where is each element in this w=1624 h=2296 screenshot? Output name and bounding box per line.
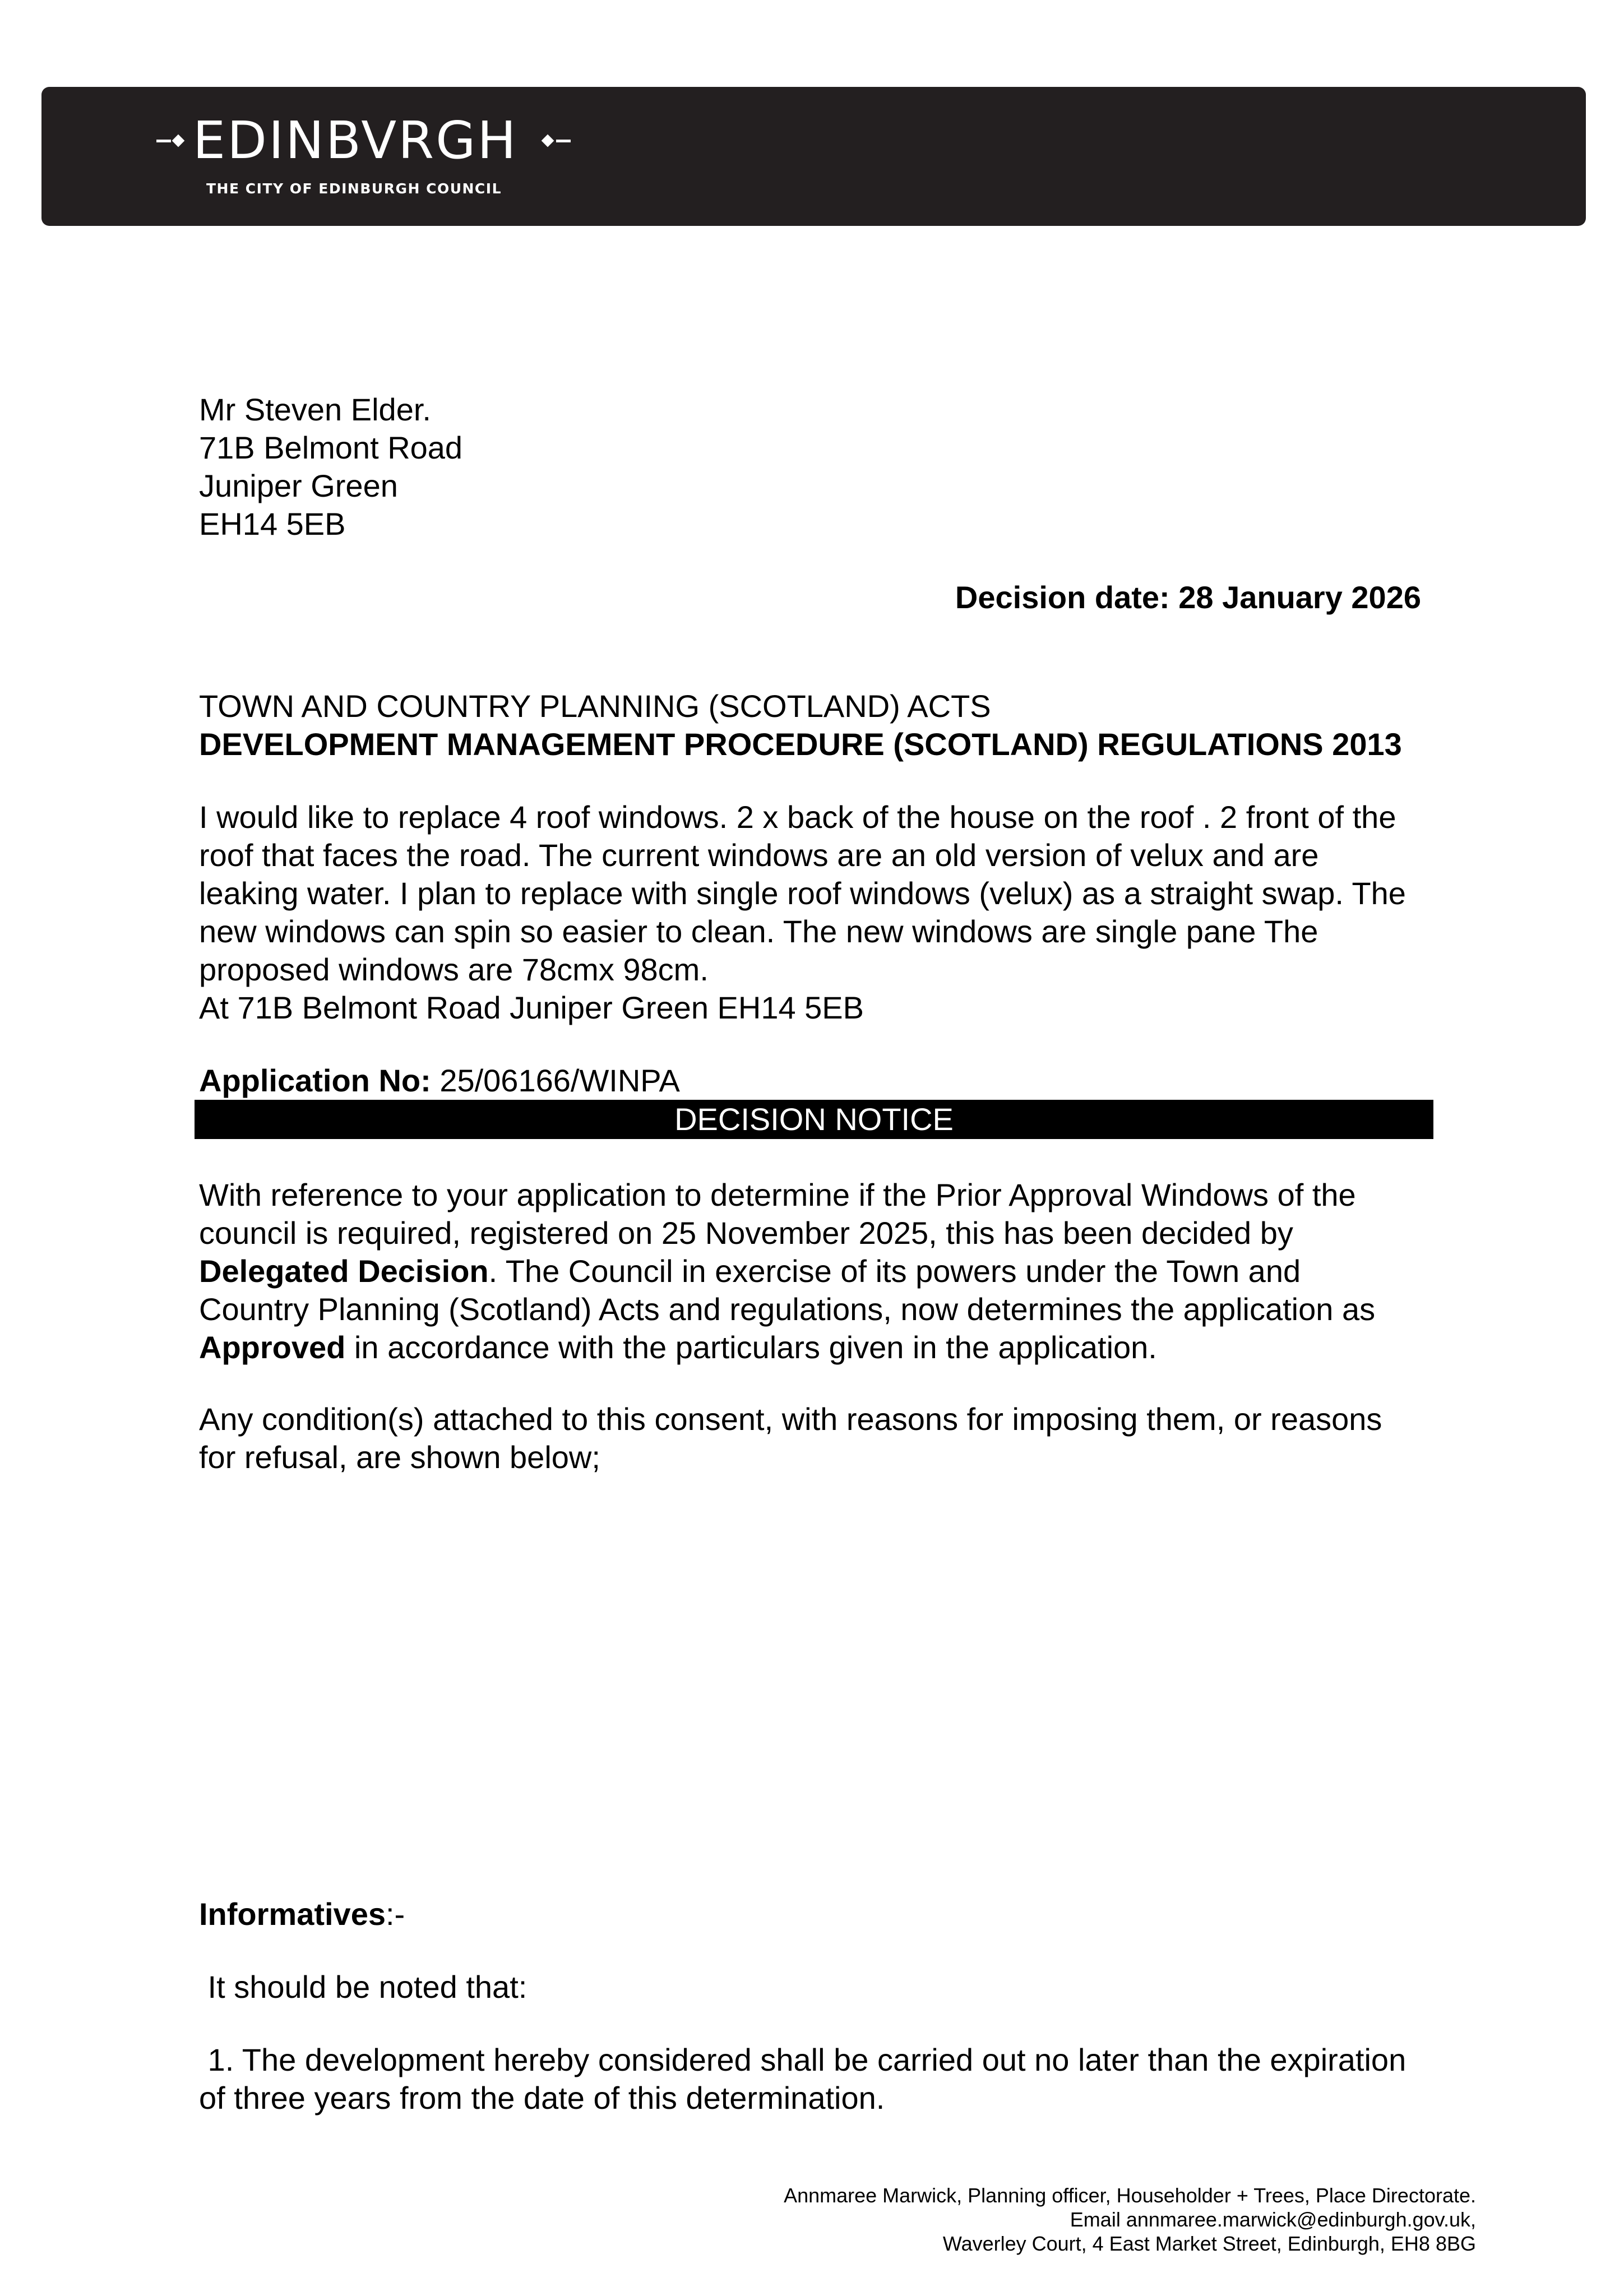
decision-line: in accordance with the particulars given in the application. [345, 1330, 1157, 1365]
application-number-value: 25/06166/WINPA [439, 1063, 680, 1098]
decision-line: . The Council in exercise of its powers under the Town and [488, 1253, 1301, 1289]
council-header-bar [41, 87, 1586, 226]
decision-notice-banner: DECISION NOTICE [195, 1100, 1433, 1139]
decision-type: Delegated Decision [199, 1253, 489, 1289]
proposal-line: I would like to replace 4 roof windows. 2 x back of the house on the roof . 2 front of the [199, 799, 1396, 835]
application-number-row [199, 1062, 1488, 1100]
proposal-line: proposed windows are 78cmx 98cm. [199, 952, 709, 987]
logo-right-diamond-icon [542, 135, 554, 147]
acts-heading: TOWN AND COUNTRY PLANNING (SCOTLAND) ACTS [199, 688, 991, 724]
decision-date: Decision date: 28 January 2026 [955, 580, 1421, 615]
logo-left-ornament [156, 140, 171, 142]
recipient-postcode: EH14 5EB [199, 506, 346, 541]
conditions-line: for refusal, are shown below; [199, 1439, 600, 1475]
decision-line: Country Planning (Scotland) Acts and regulations, now determines the application as [199, 1292, 1376, 1327]
recipient-street: 71B Belmont Road [199, 430, 463, 465]
legislation-headings [199, 687, 1488, 763]
council-logo-wordmark: EDINBVRGH [193, 110, 518, 170]
recipient-area: Juniper Green [199, 468, 398, 503]
regulations-heading: DEVELOPMENT MANAGEMENT PROCEDURE (SCOTLAND) REGULATIONS 2013 [199, 726, 1402, 762]
informative-item-1-continued: of three years from the date of this determination. [199, 2080, 885, 2116]
officer-contact-footer [784, 2183, 1476, 2256]
informatives-intro: It should be noted that: [199, 1969, 528, 2005]
council-logo-subtitle: THE CITY OF EDINBURGH COUNCIL [206, 180, 502, 197]
proposal-line: new windows can spin so easier to clean. The new windows are single pane The [199, 914, 1318, 949]
conditions-line: Any condition(s) attached to this consent, with reasons for imposing them, or reasons [199, 1401, 1382, 1437]
recipient-name: Mr Steven Elder. [199, 392, 431, 427]
recipient-address [199, 391, 462, 543]
informatives-section [199, 1895, 1488, 2117]
proposal-line: roof that faces the road. The current windows are an old version of velux and are [199, 837, 1319, 873]
officer-email: Email annmaree.marwick@edinburgh.gov.uk, [1070, 2208, 1476, 2231]
informatives-heading: Informatives [199, 1896, 386, 1932]
informatives-heading-suffix: :- [386, 1896, 405, 1932]
logo-right-ornament [556, 140, 571, 142]
proposal-line: leaking water. I plan to replace with single roof windows (velux) as a straight swap. The [199, 876, 1406, 911]
decision-outcome: Approved [199, 1330, 346, 1365]
decision-paragraph [199, 1176, 1488, 1367]
officer-name-role: Annmaree Marwick, Planning officer, Householder + Trees, Place Directorate. [784, 2184, 1476, 2207]
informative-item-1: 1. The development hereby considered shall be carried out no later than the expiration [199, 2042, 1406, 2077]
office-address: Waverley Court, 4 East Market Street, Edinburgh, EH8 8BG [942, 2232, 1476, 2255]
proposal-site-address: At 71B Belmont Road Juniper Green EH14 5EB [199, 990, 864, 1025]
logo-left-diamond-icon [172, 135, 185, 147]
proposal-description [199, 798, 1488, 1027]
application-number-label: Application No: [199, 1063, 431, 1098]
decision-line: With reference to your application to determine if the Prior Approval Windows of the [199, 1177, 1356, 1212]
decision-line: council is required, registered on 25 November 2025, this has been decided by [199, 1215, 1293, 1251]
conditions-paragraph [199, 1400, 1488, 1476]
